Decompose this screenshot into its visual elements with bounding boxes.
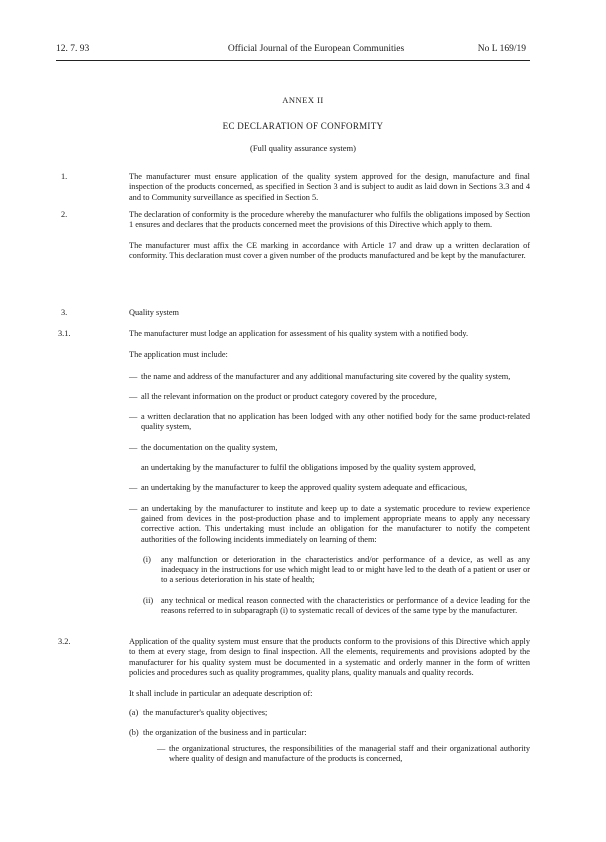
sub-item-text: any technical or medical reason connected with the characteristics or performance of a device leading for the reasons referred to in subparagraph (i) to systematic recall of devices of the same type by the manufacturer. <box>161 595 530 616</box>
list-item: — the documentation on the quality system, <box>129 443 530 453</box>
section-text: The manufacturer must lodge an application for assessment of his quality system with a notified body. <box>129 329 469 338</box>
annex-label: ANNEX II <box>282 95 324 105</box>
section-3-1 <box>56 329 530 616</box>
header-page-ref: No L 169/19 <box>477 44 526 54</box>
list-intro: It shall include in particular an adequate description of: <box>129 689 313 699</box>
section-number: 3.1. <box>58 329 71 338</box>
section-number: 3.2. <box>58 637 71 646</box>
alpha-item-text: the manufacturer's quality objectives; <box>143 708 268 718</box>
section-heading: Quality system <box>129 308 180 317</box>
alpha-item <box>129 728 530 738</box>
list-item: — all the relevant information on the product or product category covered by the procedure, <box>129 392 530 402</box>
section-3 <box>56 308 530 318</box>
alpha-item-text: the organization of the business and in particular: <box>143 727 307 737</box>
section-text: The declaration of conformity is the procedure whereby the manufacturer who fulfils the obligations imposed by Section 1 ensures and declares that the products concerned meet the provisions of this Directive which apply to them. <box>129 210 530 230</box>
list-item: — the organizational structures, the responsibilities of the managerial staff and their organizational authority where quality of design and manufacture of the products is concerned, <box>157 744 530 765</box>
section-text: Application of the quality system must ensure that the products conform to the provisions of this Directive which apply to them at every stage, from design to final inspection. All the elements, requirements and provisions adopted by the manufacturer for his quality system must be documented in a systematic and orderly manner in the form of written policies and procedures such as quality programmes, quality plans, quality manuals and quality records. <box>129 637 530 677</box>
section-number: 2. <box>61 210 68 219</box>
alpha-item-label: (b) <box>129 727 139 737</box>
list-item: — a written declaration that no application has been lodged with any other notified body for the same product-related quality system, <box>129 412 530 433</box>
header-journal: Official Journal of the European Communities <box>227 44 405 54</box>
page-header <box>56 44 526 58</box>
document-title: EC DECLARATION OF CONFORMITY <box>222 121 384 131</box>
sub-item <box>143 555 530 586</box>
section-3-2 <box>56 637 530 765</box>
sub-item <box>143 596 530 617</box>
sub-item-text: any malfunction or deterioration in the characteristics and/or performance of a device, as well as any inadequacy in the instructions for use which might lead to or might have led to the death of a patient or user or to a serious deterioration in his state of health; <box>161 554 530 585</box>
alpha-item <box>129 708 530 718</box>
header-rule <box>56 60 530 61</box>
list-item: — an undertaking by the manufacturer to institute and keep up to date a systematic procedure to review experience gained from devices in the post-production phase and to implement appropriate means to apply any necessary corrective action. This undertaking must include an obligation for the manufacturer to notify the competent authorities of the following incidents immediately on learning of them: <box>129 504 530 545</box>
section-1 <box>56 172 530 203</box>
alpha-item-label: (a) <box>129 708 139 718</box>
list-item: — an undertaking by the manufacturer to keep the approved quality system adequate and efficacious, <box>129 483 530 493</box>
list-item: — the name and address of the manufacturer and any additional manufacturing site covered by the quality system, <box>129 372 530 382</box>
sub-item-label: (i) <box>143 554 151 564</box>
section-number: 3. <box>61 308 68 317</box>
sub-item-label: (ii) <box>143 595 154 605</box>
header-date: 12. 7. 93 <box>56 44 90 54</box>
section-number: 1. <box>61 172 68 181</box>
section-2 <box>56 210 530 261</box>
section-text: The manufacturer must ensure application of the quality system approved for the design, manufacture and final inspection of the products concerned, as specified in Section 3 and is subject to audit as laid down in Sections 3.3 and 4 and to Community surveillance as specified in Section 5. <box>129 172 530 202</box>
document-subtitle: (Full quality assurance system) <box>250 143 356 153</box>
section-text-2: The manufacturer must affix the CE marking in accordance with Article 17 and draw up a written declaration of conformity. This declaration must cover a given number of the products manufactured and be kept by the manufacturer. <box>129 240 530 260</box>
list-intro: The application must include: <box>129 350 228 360</box>
list-continuation: an undertaking by the manufacturer to fulfil the obligations imposed by the quality system approved, <box>141 463 476 473</box>
